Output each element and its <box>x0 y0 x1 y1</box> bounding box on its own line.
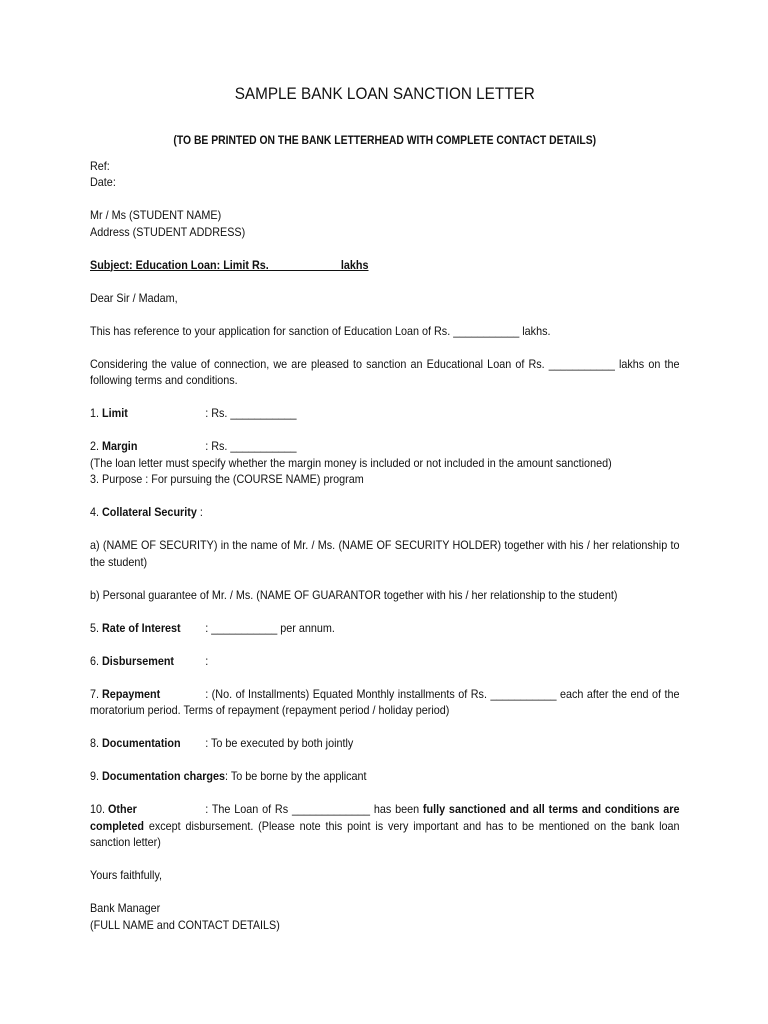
term-value: : <box>196 505 203 519</box>
term-value-continued: except disbursement. (Please note this point is very important and has to be mentioned on the bank loan sanction letter) <box>90 818 680 849</box>
term-limit <box>90 405 680 422</box>
term-label: Margin <box>102 439 138 453</box>
recipient-address: Address (STUDENT ADDRESS) <box>90 224 246 239</box>
term-number: 4. <box>90 505 103 519</box>
term-value: : Rs. ___________ <box>205 406 297 420</box>
term-label: Disbursement <box>102 653 175 668</box>
term-label: Repayment <box>102 686 161 701</box>
term-number: 8. <box>90 736 103 750</box>
margin-note: (The loan letter must specify whether the margin money is included or not included in the amount sanctioned) <box>90 455 612 470</box>
term-purpose: 3. Purpose : For pursuing the (COURSE NAME) program <box>90 472 364 486</box>
term-documentation-charges <box>90 768 680 785</box>
term-collateral <box>90 504 680 521</box>
date-line: Date: <box>90 175 116 189</box>
term-label: Limit <box>102 406 128 420</box>
term-value: : Rs. ___________ <box>205 439 297 453</box>
term-margin <box>90 438 680 455</box>
term-documentation <box>90 735 680 752</box>
term-rate-of-interest <box>90 620 680 637</box>
term-number: 1. <box>90 406 103 420</box>
term-number: 5. <box>90 620 103 635</box>
term-value: : To be executed by both jointly <box>205 736 354 750</box>
term-number: 7. <box>90 686 103 701</box>
term-label: Documentation <box>102 736 181 750</box>
term-number: 10. <box>90 802 109 816</box>
term-label: Rate of Interest <box>102 620 181 635</box>
term-label: Documentation charges <box>102 769 226 783</box>
document-title: SAMPLE BANK LOAN SANCTION LETTER <box>234 84 535 103</box>
term-value: : The Loan of Rs _____________ has been <box>205 802 423 816</box>
letter-page <box>90 80 680 933</box>
term-value: : <box>205 653 209 668</box>
term-label: Other <box>108 802 137 816</box>
signatory-title: Bank Manager <box>90 901 161 915</box>
term-value: : (No. of Installments) Equated Monthly installments of Rs. ___________ each after the end of the moratorium period. Terms of repayment (repayment period / holiday period) <box>90 686 680 717</box>
term-other <box>90 801 680 851</box>
closing: Yours faithfully, <box>90 868 163 882</box>
term-number: 9. <box>90 769 103 783</box>
document-subtitle: (TO BE PRINTED ON THE BANK LETTERHEAD WITH COMPLETE CONTACT DETAILS) <box>173 135 597 147</box>
ref-line: Ref: <box>90 158 110 173</box>
salutation: Dear Sir / Madam, <box>90 290 178 305</box>
term-emphasis: fully sanctioned and all terms and conditions are completed <box>90 802 680 833</box>
term-label: Collateral Security <box>102 505 197 519</box>
term-value: : To be borne by the applicant <box>225 769 367 783</box>
term-disbursement <box>90 653 680 670</box>
term-number: 2. <box>90 439 103 453</box>
term-repayment <box>90 686 680 719</box>
paragraph-reference: This has reference to your application for sanction of Education Loan of Rs. ___________ lakhs. <box>90 323 551 338</box>
subject-line: Subject: Education Loan: Limit Rs. ___________ lakhs <box>90 257 369 272</box>
collateral-item-b: b) Personal guarantee of Mr. / Ms. (NAME OF GUARANTOR together with his / her relationship to the student) <box>90 587 618 602</box>
paragraph-sanction: Considering the value of connection, we are pleased to sanction an Educational Loan of Rs. ___________ lakhs on the following terms and conditions. <box>90 356 680 387</box>
signatory-details: (FULL NAME and CONTACT DETAILS) <box>90 917 280 932</box>
term-value: : ___________ per annum. <box>205 620 335 635</box>
recipient-name: Mr / Ms (STUDENT NAME) <box>90 208 222 222</box>
term-number: 6. <box>90 653 103 668</box>
collateral-item-a: a) (NAME OF SECURITY) in the name of Mr. / Ms. (NAME OF SECURITY HOLDER) together with his / her relationship to the student) <box>90 538 680 569</box>
